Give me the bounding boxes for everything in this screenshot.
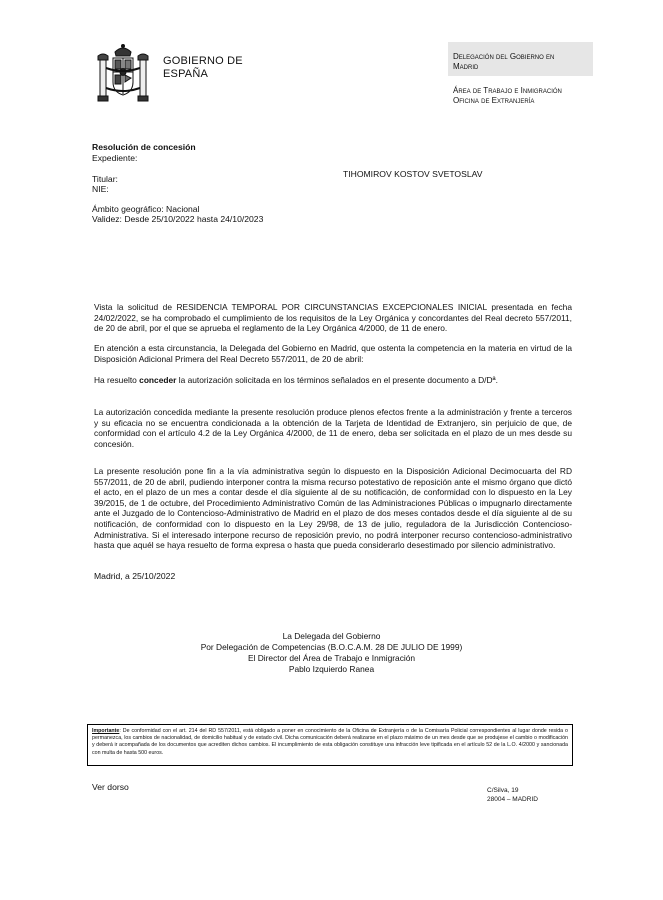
- nie-label: NIE:: [92, 184, 109, 194]
- signature-line4: Pablo Izquierdo Ranea: [288, 664, 375, 674]
- validez: Validez: Desde 25/10/2022 hasta 24/10/2023: [92, 214, 264, 224]
- delegation-line1: Delegación del Gobierno en: [453, 52, 555, 61]
- important-label: Importante: [92, 728, 120, 734]
- signature-line2: Por Delegación de Competencias (B.O.C.A.M. 28 DE JULIO DE 1999): [200, 642, 463, 652]
- signature-line1: La Delegada del Gobierno: [282, 631, 381, 641]
- delegation-title: [453, 52, 588, 72]
- expediente-label: Expediente:: [92, 153, 138, 163]
- titular-label: Titular:: [92, 174, 118, 184]
- address: [487, 787, 538, 804]
- government-line1: GOBIERNO DE: [163, 55, 243, 67]
- area-title: [453, 86, 593, 106]
- delegation-line2: Madrid: [453, 62, 479, 71]
- resolution-title: Resolución de concesión: [92, 142, 196, 152]
- paragraph-resuelto: [94, 375, 572, 386]
- paragraph-solicitud: Vista la solicitud de RESIDENCIA TEMPORAL POR CIRCUNSTANCIAS EXCEPCIONALES INICIAL presentada en fecha 24/02/2022, se ha comprobado el cumplimiento de los requisitos de la Ley Orgánica y concordantes del Real decreto 557/2011, de 20 de abril, por el que se aprueba el reglamento de la Ley Orgánica 4/2000, de 11 de enero.: [94, 302, 572, 334]
- coat-of-arms-logo: [95, 42, 151, 108]
- address-line2: 28004 – MADRID: [487, 795, 538, 803]
- government-line2: ESPAÑA: [163, 68, 209, 80]
- important-text: : De conformidad con el art. 214 del RD 557/2011, está obligado a poner en conocimiento de la Oficina de Extranjería o de la Comisaría Policial correspondientes al lugar donde resida o permanezca, los cambios de nacionalidad, de domicilio habitual y de estado civil. Dicha comunicación deberá realizarse en el plazo máximo de un mes desde que se produjese el cambio o modificación y deberá ir acompañada de los documentos que acrediten dichos cambios. El incumplimiento de esta obligación constituye una infracción leve tipificada en el artículo 52 de la L.O. 4/2000 y sancionada con multa de hasta 500 euros.: [92, 728, 568, 756]
- ver-dorso: Ver dorso: [92, 782, 129, 792]
- conceder-text: conceder: [139, 375, 177, 385]
- resuelto-text: Ha resuelto: [94, 375, 140, 385]
- titular-value: TIHOMIROV KOSTOV SVETOSLAV: [343, 169, 483, 179]
- government-title: [163, 55, 243, 81]
- resuelto-rest-text: la autorización solicitada en los términos señalados en el presente documento a D/Dª.: [176, 375, 498, 385]
- paragraph-atencion: En atención a esta circunstancia, la Delegada del Gobierno en Madrid, que ostenta la competencia en la materia en virtud de la Disposición Adicional Primera del Real Decreto 557/2011, de 20 de abril:: [94, 343, 572, 364]
- address-line1: C/Silva, 19: [487, 787, 519, 794]
- place-date: Madrid, a 25/10/2022: [94, 571, 176, 581]
- important-notice: [87, 724, 573, 766]
- area-line1: Área de Trabajo e Inmigración: [453, 86, 562, 95]
- paragraph-recurso: La presente resolución pone fin a la vía administrativa según lo dispuesto en la Disposición Adicional Decimocuarta del RD 557/2011, de 20 de abril, pudiendo interponer contra la misma recurso potestativo de reposición ante el mismo órgano que dictó el acto, en el plazo de un mes a contar desde el día siguiente al de su notificación, de conformidad con lo dispuesto en la Ley 39/2015, de 1 de octubre, del Procedimiento Administrativo Común de las Administraciones Públicas o impugnarlo directamente ante el Juzgado de lo Contencioso-Administrativo de Madrid en el plazo de dos meses contados desde el día siguiente al de su notificación, de conformidad con lo dispuesto en la Ley 29/98, de 13 de julio, reguladora de la Jurisdicción Contencioso-Administrativa. Si el interesado interpone recurso de reposición previo, no podrá interponer recurso contencioso-administrativo hasta que aquél se haya resuelto de forma expresa o hasta que pueda considerarlo desestimado por silencio administrativo.: [94, 466, 572, 551]
- area-line2: Oficina de Extranjería: [453, 96, 535, 105]
- ambito: Ámbito geográfico: Nacional: [92, 204, 200, 214]
- paragraph-autorizacion: La autorización concedida mediante la presente resolución produce plenos efectos frente a la administración y frente a terceros y su eficacia no se encuentra condicionada a la obtención de la Tarjeta de Identidad de Extranjero, sin perjuicio de que, de conformidad con el artículo 4.2 de la Ley Orgánica 4/2000, de 11 de enero, deba ser solicitada en el plazo de un mes desde su concesión.: [94, 407, 572, 449]
- signature-line3: El Director del Área de Trabajo e Inmigración: [247, 653, 416, 663]
